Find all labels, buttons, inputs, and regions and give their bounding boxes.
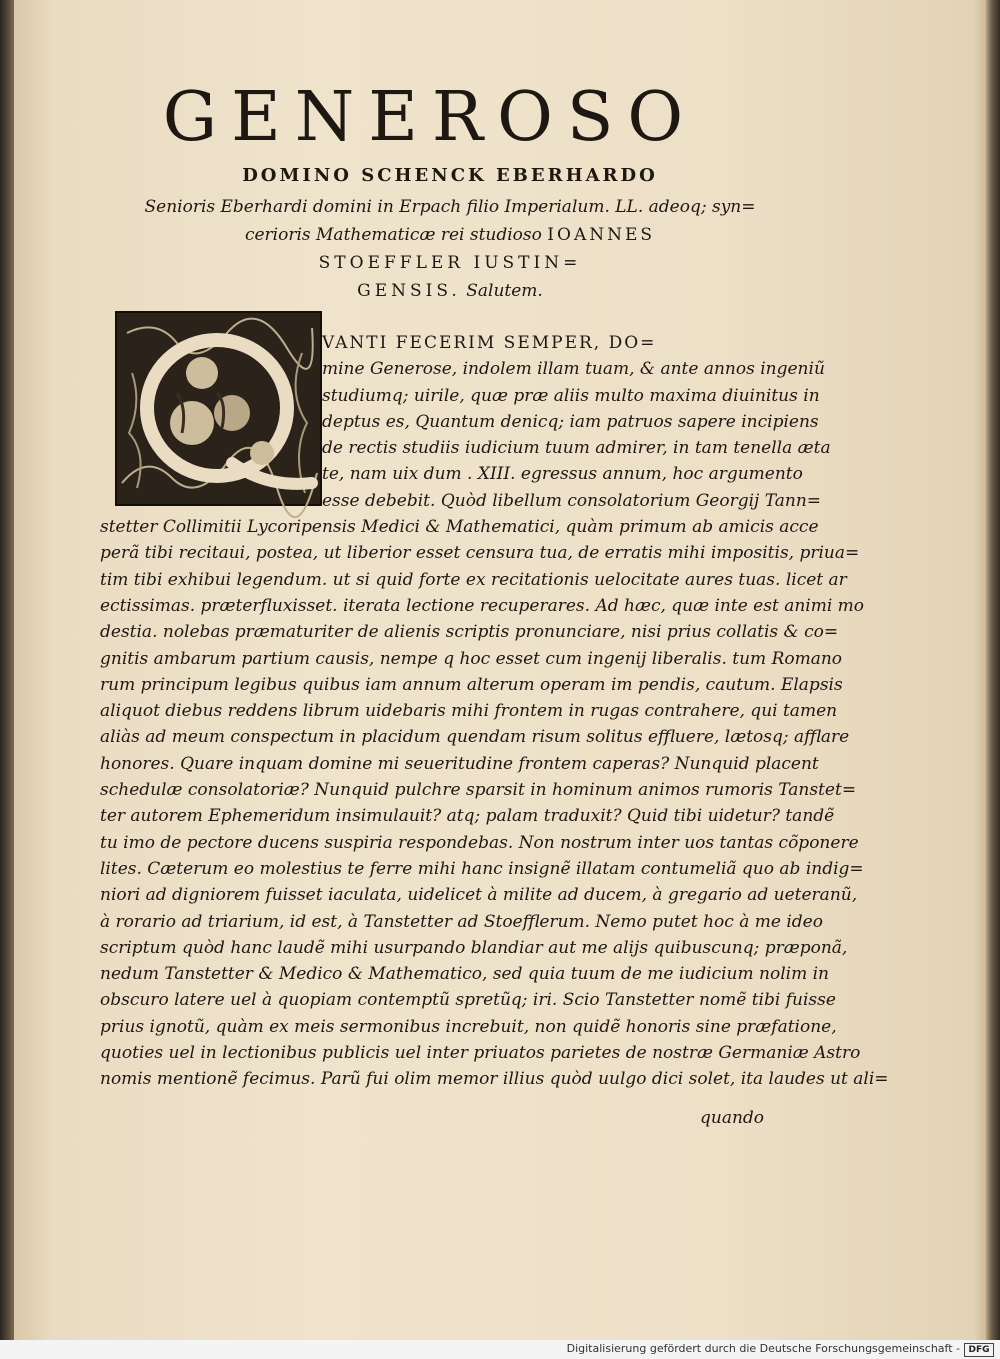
body-line: te, nam uix dum . XIII. egressus annum, hoc argumento	[322, 464, 803, 485]
body-line: ter autorem Ephemeridum insimulauit? atq; palam traduxit? Quid tibi uidetur? tandẽ	[100, 806, 835, 827]
body-line: gnitis ambarum partium causis, nempe q hoc esset cum ingenij liberalis. tum Romano	[100, 648, 843, 669]
body-line: scriptum quòd hanc laudẽ mihi usurpando blandiar aut me alijs quibuscunq; præponã,	[100, 937, 848, 958]
body-line: mine Generose, indolem illam tuam, & ante annos ingeniũ	[322, 359, 825, 380]
body-line: schedulæ consolatoriæ? Nunquid pulchre sparsit in hominum animos rumoris Tanstet=	[100, 780, 857, 801]
dedication-line-2-text: cerioris Mathematicæ rei studioso	[244, 225, 542, 245]
page-edge-shadow	[986, 0, 1000, 1340]
page-subtitle: DOMINO SCHENCK EBERHARDO	[242, 165, 658, 186]
dedication-line-1: Senioris Eberhardi domini in Erpach filio Imperialum. LL. adeoq; syn=	[144, 197, 756, 217]
body-line: tu imo de pectore ducens suspiria respondebas. Non nostrum inter uos tantas cõponere	[100, 832, 859, 853]
body-line: esse debebit. Quòd libellum consolatorium Georgij Tann=	[322, 490, 822, 511]
dedication-salutem: Salutem.	[466, 281, 543, 301]
footer-bar	[0, 1340, 1000, 1359]
book-binding	[0, 0, 14, 1340]
dedication-author-first: IOANNES	[547, 225, 656, 245]
dfg-logo-icon: DFG	[964, 1343, 994, 1357]
body-line: perã tibi recitaui, postea, ut liberior esset censura tua, de erratis mihi impositis, priua=	[100, 543, 860, 564]
dedication-line-2	[120, 221, 780, 249]
body-line: nedum Tanstetter & Medico & Mathematico, sed quia tuum de me iudicium nolim in	[100, 964, 829, 985]
body-line: de rectis studiis iudicium tuum admirer, in tam tenella æta	[322, 438, 831, 459]
body-line: prius ignotũ, quàm ex meis sermonibus increbuit, non quidẽ honoris sine præfatione,	[100, 1016, 837, 1037]
body-line: aliàs ad meum conspectum in placidum quendam risum solitus effluere, lætosq; afflare	[100, 727, 850, 748]
body-line: deptus es, Quantum denicq; iam patruos sapere incipiens	[322, 411, 819, 432]
body-line: ectissimas. præterfluxisset. iterata lectione recuperares. Ad hæc, quæ inte est animi mo	[100, 595, 865, 616]
body-line: quoties uel in lectionibus publicis uel inter priuatos parietes de nostræ Germaniæ Astro	[100, 1043, 861, 1064]
dedication-line-4	[120, 277, 780, 305]
body-line: aliquot diebus reddens librum uidebaris mihi frontem in rugas contrahere, qui tamen	[100, 701, 838, 722]
body-line: studiumq; uirile, quæ præ aliis multo maxima diuinitus in	[322, 385, 820, 406]
footer-credit: Digitalisierung gefördert durch die Deutsche Forschungsgemeinschaft -	[566, 1342, 960, 1355]
page-title: GENEROSO	[162, 78, 698, 157]
body-line: lites. Cæterum eo molestius te ferre mihi hanc insignẽ illatam contumeliã quo ab indig=	[100, 858, 864, 879]
dedication-block	[120, 193, 780, 305]
body-line: obscuro latere uel à quopiam contemptũ spretũq; iri. Scio Tanstetter nomẽ tibi fuisse	[100, 990, 836, 1011]
dedication-author-last: GENSIS.	[357, 281, 461, 301]
body-line: stetter Collimitii Lycoripensis Medici & Mathematici, quàm primum ab amicis acce	[100, 517, 819, 538]
dedication-line-3: STOEFFLER IUSTIN=	[318, 253, 582, 273]
body-line: tim tibi exhibui legendum. ut si quid forte ex recitationis uelocitate aures tuas. licet ar	[100, 569, 847, 590]
body-line: niori ad digniorem fuisset iaculata, uidelicet à milite ad ducem, à gregario ad ueteranũ,	[100, 885, 858, 906]
catchword: quando	[700, 1108, 765, 1128]
body-line: destia. nolebas præmaturiter de alienis scriptis pronunciare, nisi prius collatis & co=	[100, 622, 839, 643]
body-text	[100, 330, 889, 1093]
body-line: à rorario ad triarium, id est, à Tanstetter ad Stoefflerum. Nemo putet hoc à me ideo	[100, 911, 823, 932]
body-line: VANTI FECERIM SEMPER, DO=	[322, 333, 657, 353]
body-line: honores. Quare inquam domine mi seueritudine frontem caperas? Nunquid placent	[100, 753, 819, 774]
body-line: rum principum legibus quibus iam annum alterum operam im pendis, cautum. Elapsis	[100, 674, 843, 695]
body-line: nomis mentionẽ fecimus. Parũ fui olim memor illius quòd uulgo dici solet, ita laudes ut ali=	[100, 1069, 889, 1090]
